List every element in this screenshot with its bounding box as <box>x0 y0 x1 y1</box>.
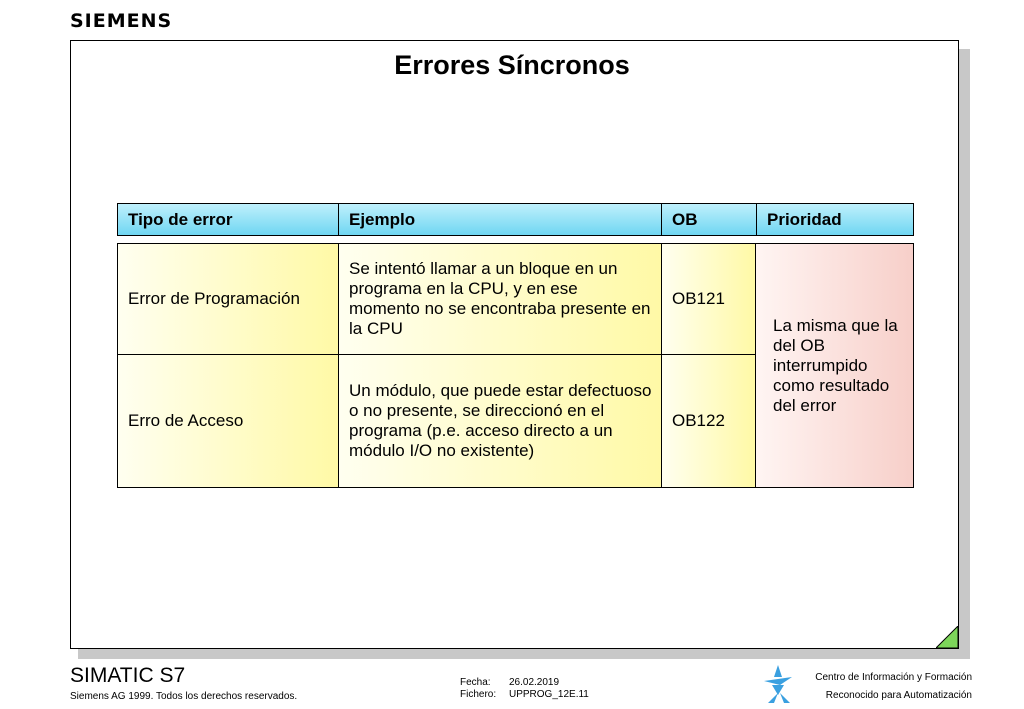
header-tipo: Tipo de error <box>118 204 339 235</box>
siemens-logo: SIEMENS <box>70 10 173 32</box>
cell-text: Se intentó llamar a un bloque en un programa en la CPU, y en ese momento no se encontraba presente en la CPU <box>349 259 651 338</box>
table-cell-tipo <box>118 355 339 487</box>
training-center-emblem-icon <box>760 663 796 705</box>
meta-labels <box>460 677 496 701</box>
slide-title: Errores Síncronos <box>394 50 630 80</box>
meta-values <box>509 677 589 701</box>
header-ob: OB <box>662 204 757 235</box>
cell-text: La misma que la del OB interrumpido como resultado del error <box>773 315 898 415</box>
error-table <box>117 243 914 488</box>
header-ejemplo: Ejemplo <box>339 204 662 235</box>
fecha-value: 26.02.2019 <box>509 677 560 688</box>
table-cell-ob <box>662 355 756 487</box>
cell-text: Un módulo, que puede estar defectuoso o no presente, se direccionó en el programa (p.e. acceso directo a un módulo I/O no existente) <box>349 381 652 460</box>
copyright-text: Siemens AG 1999. Todos los derechos reservados. <box>70 691 298 702</box>
fichero-label: Fichero: <box>460 689 497 700</box>
fecha-label: Fecha: <box>460 677 491 688</box>
table-cell-ejemplo <box>339 355 662 487</box>
cell-text: Erro de Acceso <box>128 411 244 430</box>
cell-text: Error de Programación <box>128 289 300 308</box>
cell-text: OB121 <box>672 289 725 308</box>
center-line-1: Centro de Información y Formación <box>815 672 972 683</box>
table-cell-prioridad <box>756 244 913 487</box>
product-name: SIMATIC S7 <box>70 664 186 687</box>
table-cell-ejemplo <box>339 244 662 355</box>
fichero-value: UPPROG_12E.11 <box>509 689 589 700</box>
header-prioridad: Prioridad <box>767 210 842 229</box>
center-line-2: Reconocido para Automatización <box>825 690 972 701</box>
table-cell-ob <box>662 244 756 355</box>
table-header <box>117 203 914 236</box>
page-corner-icon <box>936 626 958 648</box>
table-cell-tipo <box>118 244 339 355</box>
cell-text: OB122 <box>672 411 725 430</box>
